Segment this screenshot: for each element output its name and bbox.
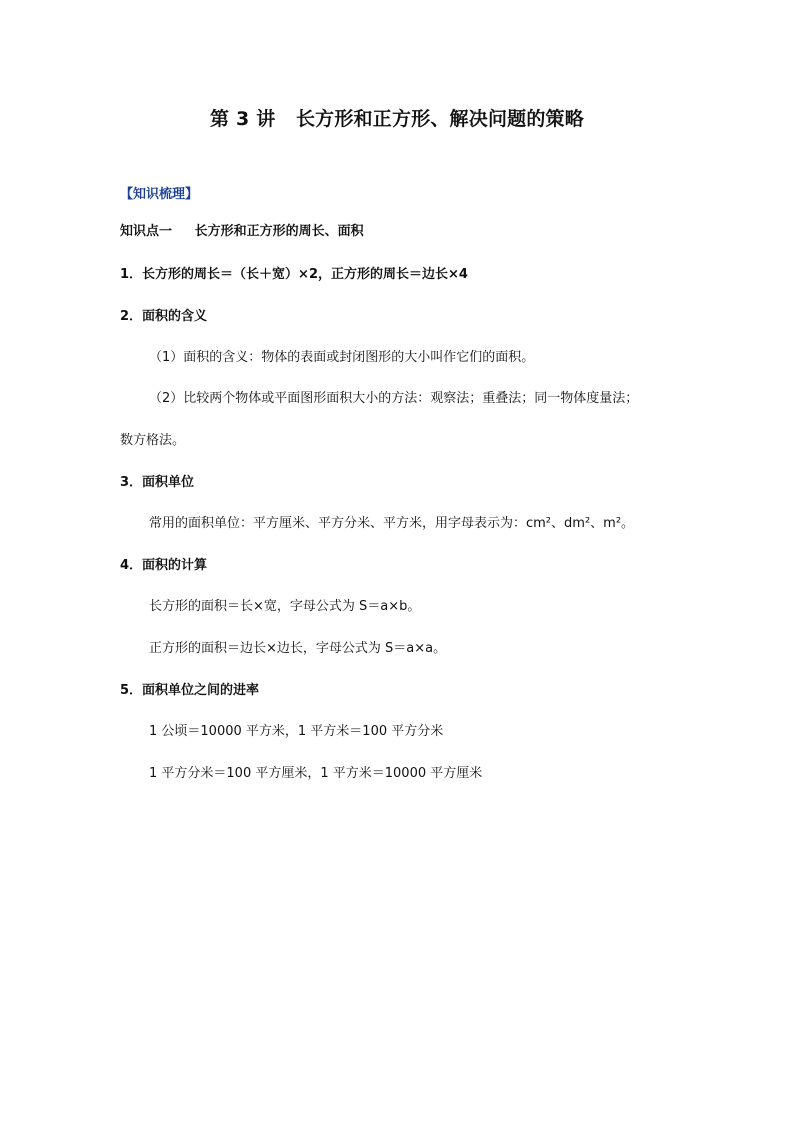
item-area-meaning-heading: 2．面积的含义 — [120, 309, 208, 324]
item-area-meaning-definition: （1）面积的含义：物体的表面或封闭图形的大小叫作它们的面积。 — [149, 350, 535, 365]
item-square-area-formula: 正方形的面积＝边长×边长，字母公式为 S＝a×a。 — [149, 641, 447, 656]
item-area-comparison-methods: （2）比较两个物体或平面图形面积大小的方法：观察法；重叠法；同一物体度量法； — [149, 391, 639, 406]
section-label-knowledge-review: 【知识梳理】 — [120, 187, 199, 202]
item-area-comparison-methods-continued: 数方格法。 — [120, 433, 186, 448]
item-unit-conversion-line-2: 1 平方分米＝100 平方厘米，1 平方米＝10000 平方厘米 — [149, 766, 483, 781]
item-unit-conversion-line-1: 1 公顷＝10000 平方米，1 平方米＝100 平方分米 — [149, 724, 444, 739]
item-rectangle-area-formula: 长方形的面积＝长×宽，字母公式为 S＝a×b。 — [149, 599, 421, 614]
item-perimeter-formula: 1．长方形的周长＝（长＋宽）×2，正方形的周长＝边长×4 — [120, 267, 468, 282]
item-unit-conversion-heading: 5．面积单位之间的进率 — [120, 683, 260, 698]
item-area-units-heading: 3．面积单位 — [120, 475, 195, 490]
document-title: 第 3 讲 长方形和正方形、解决问题的策略 — [210, 108, 584, 130]
item-area-calculation-heading: 4．面积的计算 — [120, 558, 208, 573]
item-area-units-list: 常用的面积单位：平方厘米、平方分米、平方米，用字母表示为：cm²、dm²、m²。 — [149, 516, 635, 531]
knowledge-point-heading: 知识点一 长方形和正方形的周长、面积 — [120, 224, 364, 239]
